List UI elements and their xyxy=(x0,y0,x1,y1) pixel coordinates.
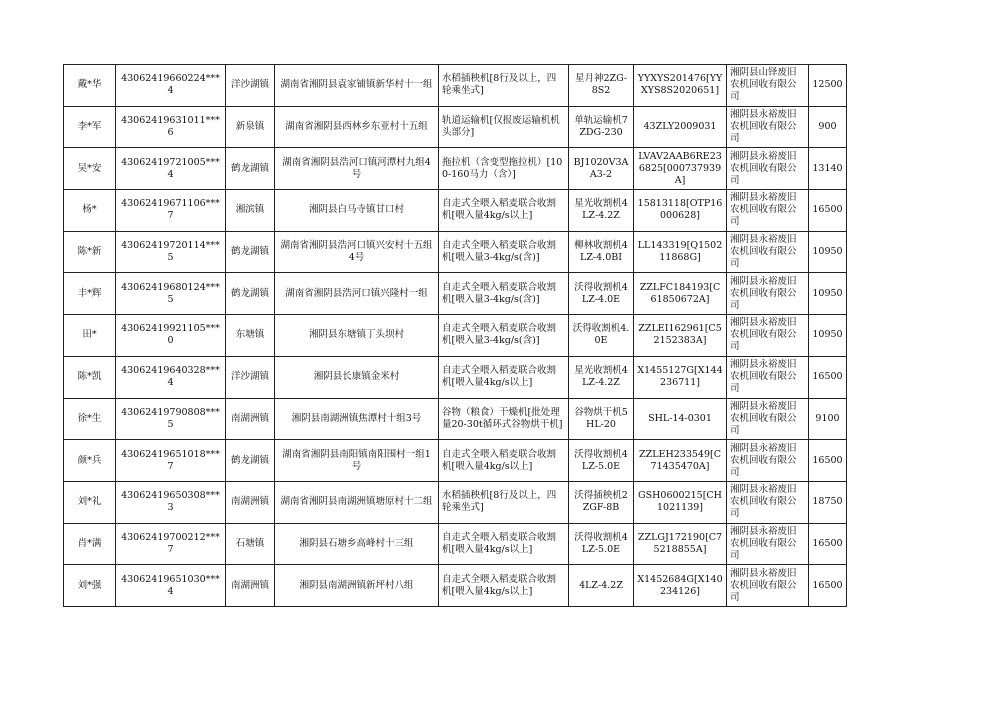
town-cell: 东塘镇 xyxy=(226,315,275,357)
serial-number-cell: 15813118[OTP16000628] xyxy=(634,190,727,232)
table-row xyxy=(64,273,847,315)
address-cell: 湘阴县东塘镇丁头坝村 xyxy=(275,315,439,357)
model-cell: 沃得收割机4.0E xyxy=(569,315,634,357)
recycler-cell: 湘阴县永裕废旧农机回收有限公司 xyxy=(727,565,809,607)
id-number-cell: 43062419721005***4 xyxy=(116,148,226,190)
recycler-cell: 湘阴县永裕废旧农机回收有限公司 xyxy=(727,315,809,357)
serial-number-cell: X1452684G[X140234126] xyxy=(634,565,727,607)
address-cell: 湘阴县长康镇金米村 xyxy=(275,356,439,398)
id-number-cell: 43062419651018***7 xyxy=(116,440,226,482)
id-number-cell: 43062419700212***7 xyxy=(116,523,226,565)
town-cell: 鹤龙湖镇 xyxy=(226,273,275,315)
recycler-cell: 湘阴县永裕废旧农机回收有限公司 xyxy=(727,148,809,190)
table-row xyxy=(64,190,847,232)
machine-type-cell: 自走式全喂入稻麦联合收割机[喂入量4kg/s以上] xyxy=(439,440,569,482)
name-cell: 刘*礼 xyxy=(64,481,116,523)
model-cell: 柳林收割机4LZ-4.0BI xyxy=(569,231,634,273)
table-row xyxy=(64,523,847,565)
name-cell: 肖*满 xyxy=(64,523,116,565)
recycler-cell: 湘阴县永裕废旧农机回收有限公司 xyxy=(727,190,809,232)
id-number-cell: 43062419660224***4 xyxy=(116,65,226,107)
address-cell: 湖南省湘阴县浩河口镇河潭村九组4号 xyxy=(275,148,439,190)
town-cell: 石塘镇 xyxy=(226,523,275,565)
id-number-cell: 43062419650308***3 xyxy=(116,481,226,523)
machine-type-cell: 拖拉机（含变型拖拉机）[100-160马力（含）] xyxy=(439,148,569,190)
town-cell: 鹤龙湖镇 xyxy=(226,440,275,482)
subsidy-amount-cell: 16500 xyxy=(809,190,847,232)
recycler-cell: 湘阴县永裕废旧农机回收有限公司 xyxy=(727,481,809,523)
model-cell: 单轨运输机7ZDG-230 xyxy=(569,106,634,148)
address-cell: 湖南省湘阴县浩河口镇兴隆村一组 xyxy=(275,273,439,315)
model-cell: 星光收割机4LZ-4.2Z xyxy=(569,190,634,232)
model-cell: 沃得收割机4LZ-4.0E xyxy=(569,273,634,315)
serial-number-cell: ZZLEH233549[C71435470A] xyxy=(634,440,727,482)
recycler-cell: 湘阴县永裕废旧农机回收有限公司 xyxy=(727,398,809,440)
name-cell: 刘*强 xyxy=(64,565,116,607)
model-cell: 谷物烘干机5HL-20 xyxy=(569,398,634,440)
serial-number-cell: LVAV2AAB6RE236825[000737939A] xyxy=(634,148,727,190)
table-row xyxy=(64,148,847,190)
serial-number-cell: ZZLGJ172190[C75218855A] xyxy=(634,523,727,565)
address-cell: 湘阴县南湖洲镇焦潭村十组3号 xyxy=(275,398,439,440)
serial-number-cell: 43ZLY2009031 xyxy=(634,106,727,148)
serial-number-cell: ZZLEI162961[C52152383A] xyxy=(634,315,727,357)
address-cell: 湖南省湘阴县西林乡东亚村十五组 xyxy=(275,106,439,148)
town-cell: 洋沙湖镇 xyxy=(226,65,275,107)
subsidy-amount-cell: 16500 xyxy=(809,523,847,565)
name-cell: 徐*生 xyxy=(64,398,116,440)
machine-type-cell: 自走式全喂入稻麦联合收割机[喂入量3-4kg/s(含)] xyxy=(439,315,569,357)
subsidy-amount-cell: 10950 xyxy=(809,273,847,315)
name-cell: 田* xyxy=(64,315,116,357)
serial-number-cell: X1455127G[X144236711] xyxy=(634,356,727,398)
address-cell: 湘阴县南湖洲镇新坪村八组 xyxy=(275,565,439,607)
name-cell: 吴*安 xyxy=(64,148,116,190)
table-row xyxy=(64,481,847,523)
id-number-cell: 43062419921105***0 xyxy=(116,315,226,357)
machine-type-cell: 谷物（粮食）干燥机[批处理量20-30t循环式谷物烘干机] xyxy=(439,398,569,440)
model-cell: 4LZ-4.2Z xyxy=(569,565,634,607)
table-row xyxy=(64,398,847,440)
serial-number-cell: SHL-14-0301 xyxy=(634,398,727,440)
name-cell: 颜*兵 xyxy=(64,440,116,482)
town-cell: 湘滨镇 xyxy=(226,190,275,232)
machine-type-cell: 水稻插秧机[8行及以上，四轮乘坐式] xyxy=(439,481,569,523)
machine-type-cell: 自走式全喂入稻麦联合收割机[喂入量4kg/s以上] xyxy=(439,190,569,232)
model-cell: BJ1020V3AA3-2 xyxy=(569,148,634,190)
address-cell: 湘阴县石塘乡高峰村十三组 xyxy=(275,523,439,565)
subsidy-amount-cell: 16500 xyxy=(809,565,847,607)
name-cell: 陈*凯 xyxy=(64,356,116,398)
machine-type-cell: 自走式全喂入稻麦联合收割机[喂入量4kg/s以上] xyxy=(439,523,569,565)
subsidy-table xyxy=(63,64,847,607)
recycler-cell: 湘阴县永裕废旧农机回收有限公司 xyxy=(727,523,809,565)
address-cell: 湘阴县白马寺镇甘口村 xyxy=(275,190,439,232)
machine-type-cell: 轨道运输机[仅报废运输机机头部分] xyxy=(439,106,569,148)
model-cell: 沃得收割机4LZ-5.0E xyxy=(569,523,634,565)
subsidy-amount-cell: 10950 xyxy=(809,231,847,273)
id-number-cell: 43062419680124***5 xyxy=(116,273,226,315)
recycler-cell: 湘阴县永裕废旧农机回收有限公司 xyxy=(727,273,809,315)
name-cell: 戴*华 xyxy=(64,65,116,107)
id-number-cell: 43062419671106***7 xyxy=(116,190,226,232)
id-number-cell: 43062419720114***5 xyxy=(116,231,226,273)
machine-type-cell: 水稻插秧机[8行及以上，四轮乘坐式] xyxy=(439,65,569,107)
subsidy-amount-cell: 16500 xyxy=(809,356,847,398)
address-cell: 湖南省湘阴县南阳镇南阳围村一组1号 xyxy=(275,440,439,482)
town-cell: 新泉镇 xyxy=(226,106,275,148)
subsidy-amount-cell: 18750 xyxy=(809,481,847,523)
name-cell: 杨* xyxy=(64,190,116,232)
serial-number-cell: ZZLFC184193[C61850672A] xyxy=(634,273,727,315)
town-cell: 南湖洲镇 xyxy=(226,481,275,523)
subsidy-amount-cell: 10950 xyxy=(809,315,847,357)
model-cell: 沃得插秧机2ZGF-8B xyxy=(569,481,634,523)
town-cell: 鹤龙湖镇 xyxy=(226,148,275,190)
table-row xyxy=(64,65,847,107)
model-cell: 星月神2ZG-8S2 xyxy=(569,65,634,107)
town-cell: 南湖洲镇 xyxy=(226,565,275,607)
recycler-cell: 湘阴县永裕废旧农机回收有限公司 xyxy=(727,440,809,482)
serial-number-cell: GSH0600215[CH1021139] xyxy=(634,481,727,523)
machine-type-cell: 自走式全喂入稻麦联合收割机[喂入量4kg/s以上] xyxy=(439,565,569,607)
id-number-cell: 43062419631011***6 xyxy=(116,106,226,148)
model-cell: 星光收割机4LZ-4.2Z xyxy=(569,356,634,398)
town-cell: 鹤龙湖镇 xyxy=(226,231,275,273)
subsidy-amount-cell: 16500 xyxy=(809,440,847,482)
table-row xyxy=(64,315,847,357)
recycler-cell: 湘阴县永裕废旧农机回收有限公司 xyxy=(727,231,809,273)
address-cell: 湖南省湘阴县袁家铺镇新华村十一组 xyxy=(275,65,439,107)
name-cell: 陈*新 xyxy=(64,231,116,273)
table-row xyxy=(64,356,847,398)
table-row xyxy=(64,440,847,482)
recycler-cell: 湘阴县永裕废旧农机回收有限公司 xyxy=(727,356,809,398)
address-cell: 湖南省湘阴县南湖洲镇塘原村十二组 xyxy=(275,481,439,523)
machine-type-cell: 自走式全喂入稻麦联合收割机[喂入量3-4kg/s(含)] xyxy=(439,231,569,273)
table-row xyxy=(64,231,847,273)
id-number-cell: 43062419640328***4 xyxy=(116,356,226,398)
serial-number-cell: LL143319[Q150211868G] xyxy=(634,231,727,273)
subsidy-amount-cell: 9100 xyxy=(809,398,847,440)
id-number-cell: 43062419790808***5 xyxy=(116,398,226,440)
machine-type-cell: 自走式全喂入稻麦联合收割机[喂入量3-4kg/s(含)] xyxy=(439,273,569,315)
model-cell: 沃得收割机4LZ-5.0E xyxy=(569,440,634,482)
id-number-cell: 43062419651030***4 xyxy=(116,565,226,607)
machine-type-cell: 自走式全喂入稻麦联合收割机[喂入量4kg/s以上] xyxy=(439,356,569,398)
subsidy-amount-cell: 900 xyxy=(809,106,847,148)
table-row xyxy=(64,106,847,148)
subsidy-amount-cell: 13140 xyxy=(809,148,847,190)
recycler-cell: 湘阴县永裕废旧农机回收有限公司 xyxy=(727,106,809,148)
town-cell: 洋沙湖镇 xyxy=(226,356,275,398)
recycler-cell: 湘阴县山铎废旧农机回收有限公司 xyxy=(727,65,809,107)
name-cell: 李*军 xyxy=(64,106,116,148)
serial-number-cell: YYXYS201476[YYXYS8S2020651] xyxy=(634,65,727,107)
table-row xyxy=(64,565,847,607)
address-cell: 湖南省湘阴县浩河口镇兴安村十五组4号 xyxy=(275,231,439,273)
subsidy-amount-cell: 12500 xyxy=(809,65,847,107)
town-cell: 南湖洲镇 xyxy=(226,398,275,440)
name-cell: 丰*辉 xyxy=(64,273,116,315)
